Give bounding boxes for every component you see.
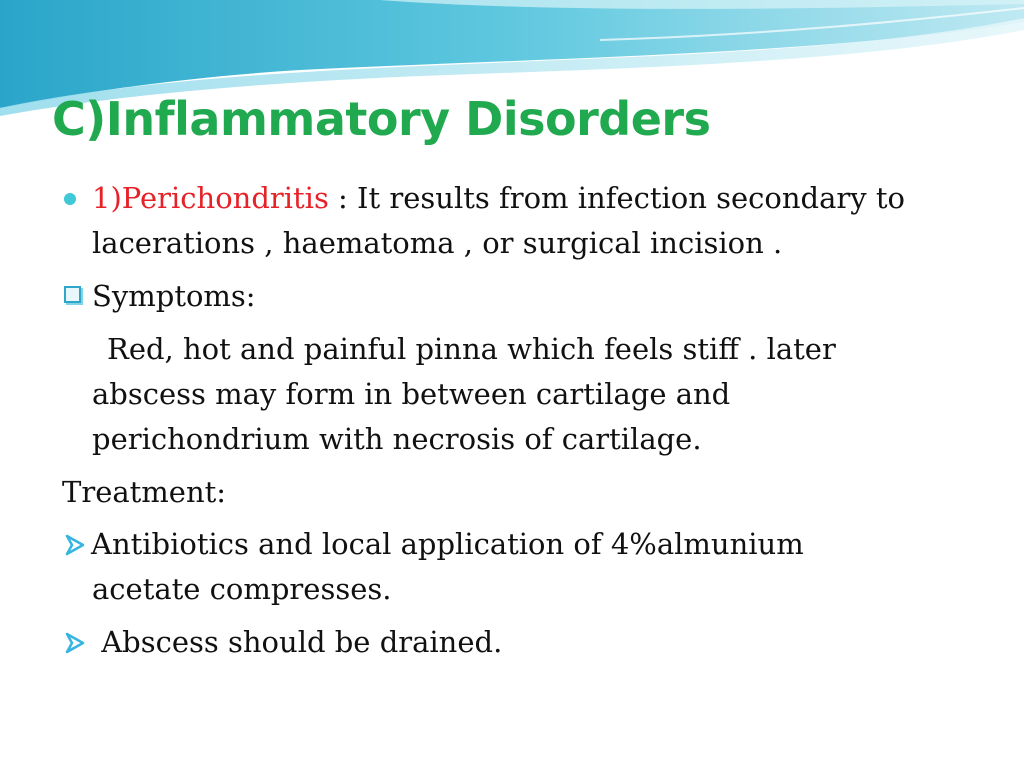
bullet-perichondritis-line2: lacerations , haematoma , or surgical incision . <box>92 226 783 260</box>
bullet-perichondritis-line1 <box>92 176 1024 221</box>
treatment-item-1-line2: acetate compresses. <box>92 572 392 606</box>
checkbox-bullet-icon <box>64 286 81 303</box>
symptoms-text-line1: Red, hot and painful pinna which feels stiff . later <box>107 332 836 366</box>
slide-title: C)Inflammatory Disorders <box>52 92 711 146</box>
treatment-item-2: Abscess should be drained. <box>92 625 503 659</box>
treatment-item-1-line1: Antibiotics and local application of 4%almunium <box>91 527 804 561</box>
perichondritis-term: 1)Perichondritis <box>92 181 329 215</box>
symptoms-text-line2: abscess may form in between cartilage and <box>92 377 731 411</box>
circle-bullet-icon <box>64 193 76 205</box>
symptoms-text-line3: perichondrium with necrosis of cartilage. <box>92 422 702 456</box>
symptoms-heading: Symptoms: <box>92 279 256 313</box>
perichondritis-definition: : It results from infection secondary to <box>328 181 905 215</box>
arrow-bullet-icon <box>65 632 85 654</box>
arrow-bullet-icon <box>65 534 85 556</box>
treatment-heading: Treatment: <box>62 475 227 509</box>
